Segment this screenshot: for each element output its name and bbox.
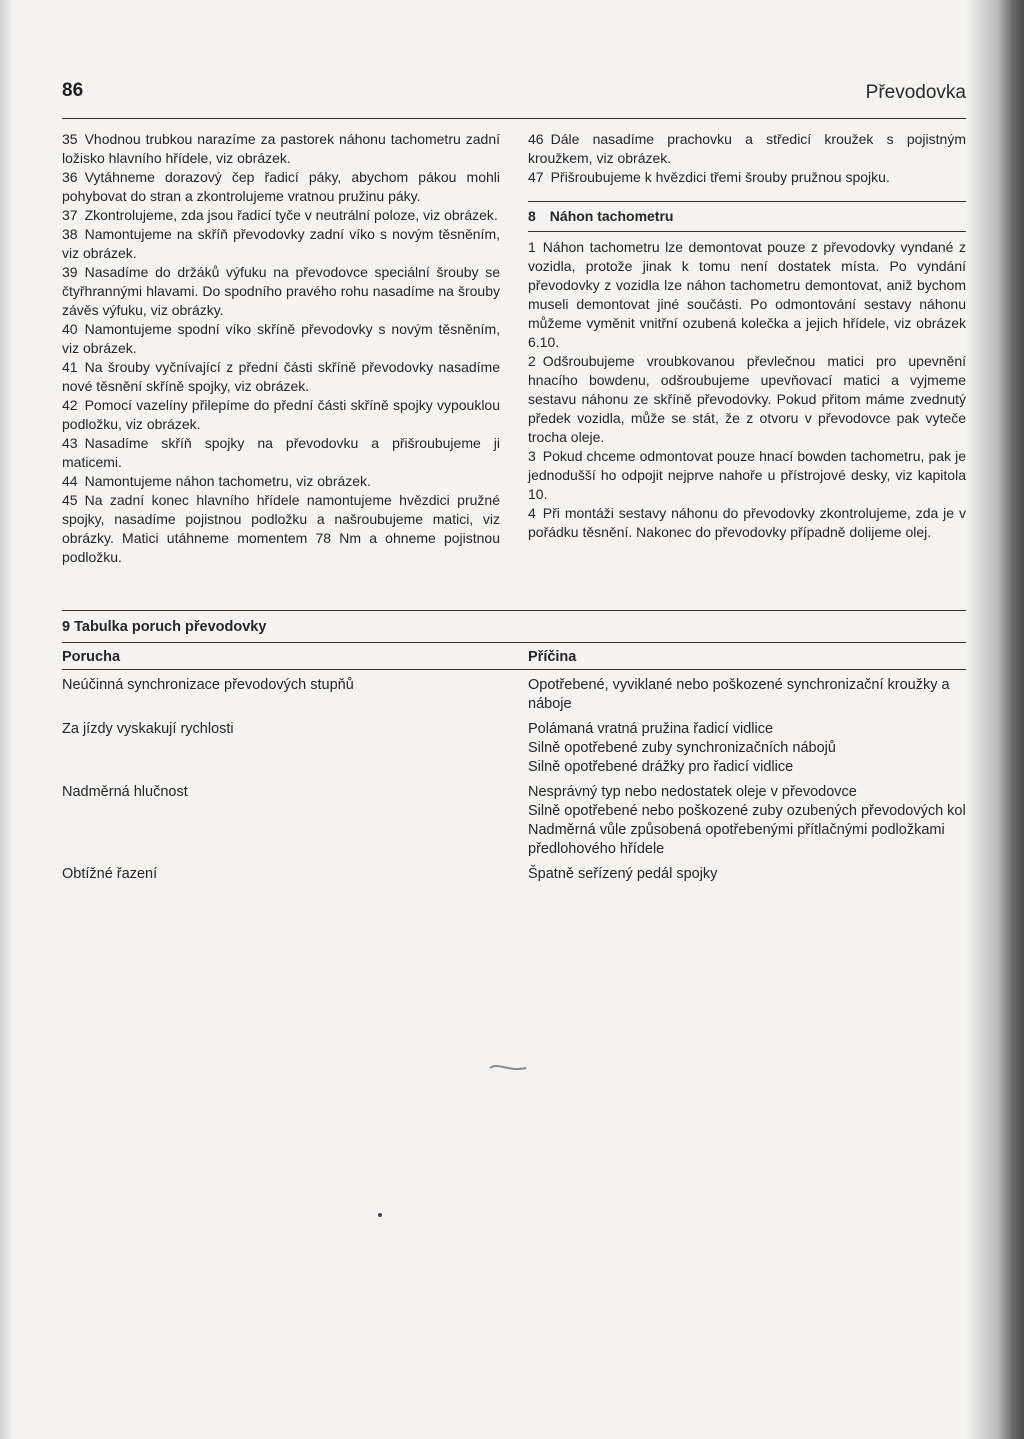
cause-line: Silně opotřebené nebo poškozené zuby ozubených převodových kol [528, 803, 966, 819]
fault-cell: Nadměrná hlučnost [62, 784, 188, 800]
step-43: 43 Nasadíme skříň spojky na převodovku a přišroubujeme ji maticemi. [62, 435, 500, 470]
table-title: 9 Tabulka poruch převodovky [62, 610, 966, 635]
table-header-row [62, 642, 966, 670]
step-40: 40 Namontujeme spodní víko skříně převodovky s novým těsněním, viz obrázek. [62, 321, 500, 356]
step-46: 46 Dále nasadíme prachovku a středicí kroužek s pojistným kroužkem, viz obrázek. [528, 131, 966, 166]
fault-cell: Za jízdy vyskakují rychlosti [62, 721, 234, 737]
cause-cell [528, 720, 966, 777]
step-45: 45 Na zadní konec hlavního hřídele namontujeme hvězdici pružné spojky, nasadíme pojistnou podložku a našroubujeme matici, viz obrázky. Matici utáhneme momentem 78 Nm a ohneme pojistnou podložku. [62, 492, 500, 565]
fault-table [62, 610, 966, 884]
cause-line: Opotřebené, vyviklané nebo poškozené synchronizační kroužky a náboje [528, 677, 950, 712]
step-42: 42 Pomocí vazelíny přilepíme do přední části skříně spojky vypouklou podložku, viz obrázek. [62, 397, 500, 432]
section-step-4: 4 Při montáži sestavy náhonu do převodovky zkontrolujeme, zda je v pořádku těsnění. Nakonec do převodovky případně dolijeme olej. [528, 505, 966, 540]
cause-line: Silně opotřebené drážky pro řadicí vidlice [528, 759, 794, 775]
left-column [62, 130, 500, 567]
step-35: 35 Vhodnou trubkou narazíme za pastorek náhonu tachometru zadní ložisko hlavního hřídele, viz obrázek. [62, 131, 500, 166]
cause-cell [528, 676, 966, 714]
page-right-shadow [966, 0, 1024, 1439]
table-row [62, 676, 966, 714]
fault-cell: Obtížné řazení [62, 866, 158, 882]
cause-line: Polámaná vratná pružina řadicí vidlice [528, 721, 774, 737]
page-left-shadow [0, 0, 14, 1439]
cause-line: Nesprávný typ nebo nedostatek oleje v převodovce [528, 784, 857, 800]
scan-smudge [488, 1060, 528, 1076]
step-36: 36 Vytáhneme dorazový čep řadicí páky, abychom pákou mohli pohybovat do stran a zkontrolujeme vratnou pružinu páky. [62, 169, 500, 204]
section-heading: 8 Náhon tachometru [528, 207, 966, 232]
section-step-3: 3 Pokud chceme odmontovat pouze hnací bowden tachometru, pak je jednodušší ho odpojit nejprve nahoře u přístrojové desky, viz kapitola 10. [528, 448, 966, 502]
step-41: 41 Na šrouby vyčnívající z přední části skříně převodovky nasadíme nové těsnění skříně spojky, viz obrázek. [62, 359, 500, 394]
table-row [62, 783, 966, 859]
table-row [62, 865, 966, 884]
running-title: Převodovka [865, 82, 966, 103]
section-rule [528, 201, 966, 202]
cause-line: Silně opotřebené zuby synchronizačních nábojů [528, 740, 836, 756]
table-row [62, 720, 966, 777]
page-number: 86 [62, 80, 84, 101]
cause-line: Nadměrná vůle způsobená opotřebenými přítlačnými podložkami předlohového hřídele [528, 822, 945, 857]
header-rule [62, 118, 966, 119]
scan-dot [378, 1213, 382, 1217]
section-step-2: 2 Odšroubujeme vroubkovanou převlečnou matici pro upevnění hnacího bowdenu, odšroubujeme upevňovací matici a vyjmeme sestavu náhonu ze skříně převodovky. Pokud přitom máme zvednutý předek vozidla, může se stát, že z otvoru v převodovce pak vyteče trocha oleje. [528, 353, 966, 445]
cause-cell [528, 865, 966, 884]
step-39: 39 Nasadíme do držáků výfuku na převodovce speciální šrouby se čtyřhrannými hlavami. Do spodního pravého rohu nasadíme na šrouby závěs výfuku, viz obrázky. [62, 264, 500, 318]
step-38: 38 Namontujeme na skříň převodovky zadní víko s novým těsněním, viz obrázek. [62, 226, 500, 261]
cause-line: Špatně seřízený pedál spojky [528, 866, 718, 882]
section-body [528, 238, 966, 542]
section-step-1: 1 Náhon tachometru lze demontovat pouze z převodovky vyndané z vozidla, protože jinak k tomu není dostatek místa. Po vyndání převodovky z vozidla lze náhon tachometru demontovat, aniž bychom museli demontovat jiné součásti. Po odmontování sestavy náhonu můžeme vyměnit vnitřní ozubená kolečka a jejich hřídele, viz obrázek 6.10. [528, 239, 966, 350]
step-44: 44 Namontujeme náhon tachometru, viz obrázek. [62, 473, 371, 489]
fault-cell: Neúčinná synchronizace převodových stupňů [62, 677, 354, 693]
right-column [528, 130, 966, 542]
column-header-cause: Příčina [528, 649, 577, 665]
column-header-fault: Porucha [62, 649, 121, 665]
cause-cell [528, 783, 966, 859]
step-47: 47 Přišroubujeme k hvězdici třemi šrouby pružnou spojku. [528, 169, 890, 185]
step-37: 37 Zkontrolujeme, zda jsou řadicí tyče v neutrální poloze, viz obrázek. [62, 207, 498, 223]
